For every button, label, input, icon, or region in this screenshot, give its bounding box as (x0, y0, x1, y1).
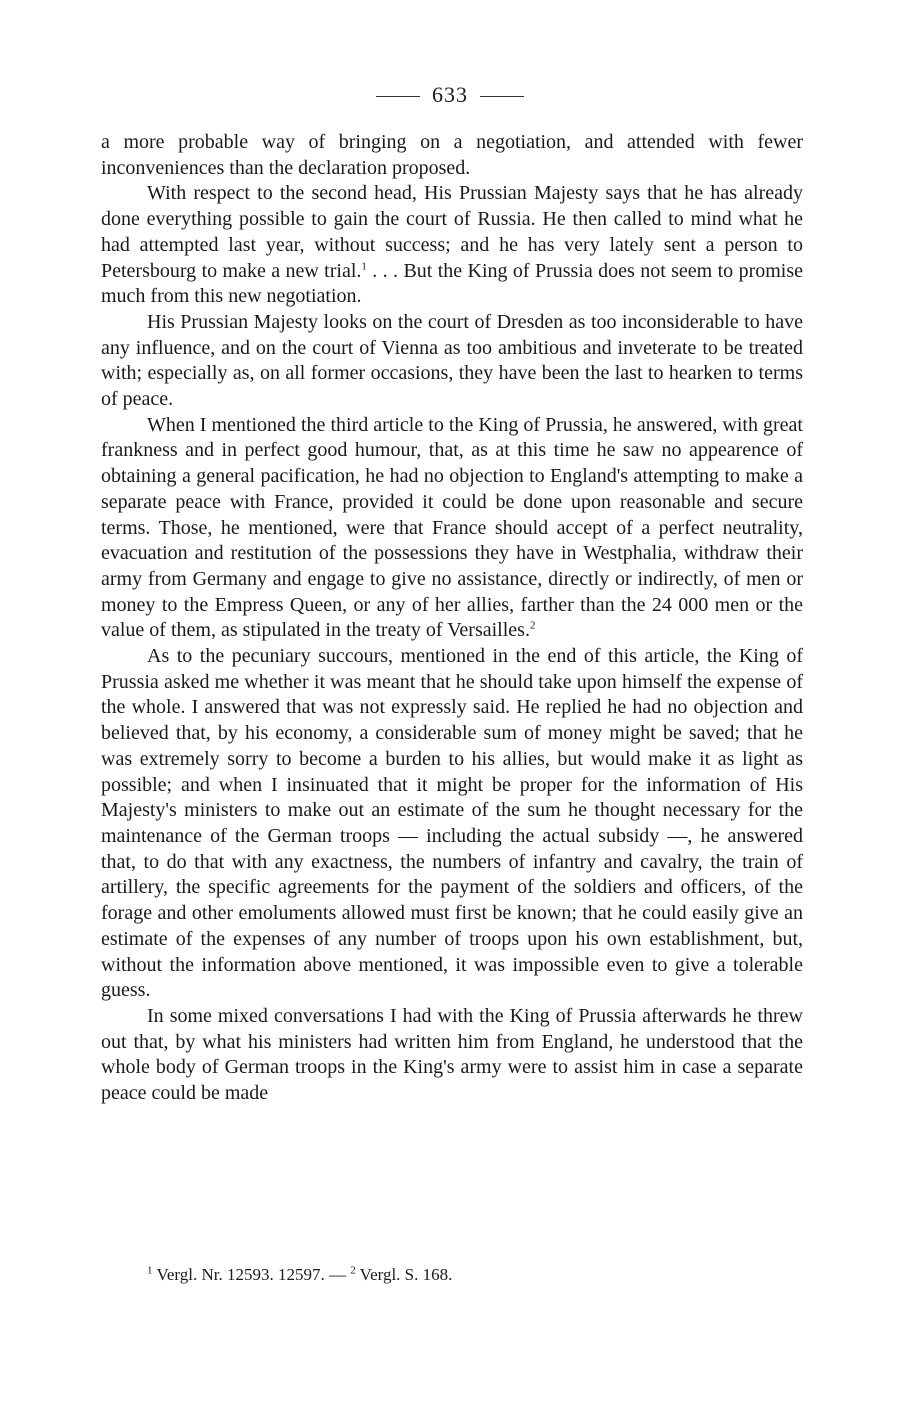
footnote-marker-2: 2 (350, 1264, 356, 1277)
paragraph-6: In some mixed conversations I had with the King of Prussia afterwards he threw out that, by what his ministers had written him from England, he understood that the whole body of German troops in the King's army were to assist him in case a separate peace could be made (101, 1004, 803, 1105)
header-rule-left (376, 96, 420, 97)
paragraph-3: His Prussian Majesty looks on the court of Dresden as too inconsiderable to have any influence, and on the court of Vienna as too ambitious and inveterate to be treated with; especially as, on all former occasions, they have been the last to hearken to terms of peace. (101, 310, 803, 411)
paragraph-2-continuation: . . . But the King of Prussia does not seem to promise much from this new negotiation. (101, 259, 803, 308)
paragraph-2 (101, 181, 803, 310)
footnote-marker-1: 1 (147, 1264, 153, 1277)
paragraph-2-text: With respect to the second head, His Prussian Majesty says that he has already done everything possible to gain the court of Russia. He then called to mind what he had attempted last year, without success; and he has very lately sent a person to Petersbourg to make a new trial. (101, 182, 803, 282)
header-rule-right (480, 96, 524, 97)
footnote-ref-2: 2 (529, 619, 536, 632)
footnote-2: Vergl. S. 168. (359, 1265, 453, 1284)
footnote-ref-1: 1 (361, 259, 367, 272)
footnote-1: Vergl. Nr. 12593. 12597. — (156, 1265, 346, 1284)
body-text (101, 130, 803, 1107)
paragraph-4 (101, 413, 803, 644)
paragraph-5: As to the pecuniary succours, mentioned in the end of this article, the King of Prussia asked me whether it was meant that he should take upon himself the expense of the whole. I answered that was not expressly said. He replied he had no objection and believed that, by his economy, a considerable sum of money might be saved; that he was extremely sorry to become a burden to his allies, but would make it as light as possible; and when I insinuated that it might be proper for the information of His Majesty's ministers to make out an estimate of the sum he thought necessary for the maintenance of the German troops — including the actual subsidy —, he answered that, to do that with any exactness, the numbers of infantry and cavalry, the train of artillery, the specific agreements for the payment of the soldiers and officers, of the forage and other emoluments allowed must first be known; that he could easily give an estimate of the expenses of any number of troops upon his own establishment, but, without the information above mentioned, it was impossible even to give a tolerable guess. (101, 645, 803, 1002)
paragraph-1: a more probable way of bringing on a negotiation, and attended with fewer inconveniences than the declaration proposed. (101, 131, 803, 179)
paragraph-4-text: When I mentioned the third article to the King of Prussia, he answered, with great frankness and in perfect good humour, that, as at this time he saw no appearence of obtaining a general pacification, he had no objection to England's attempting to make a separate peace with France, provided it could be done upon reasonable and secure terms. Those, he mentioned, were that France should accept of a perfect neutrality, evacuation and restitution of the possessions they have in Westphalia, withdraw their army from Germany and engage to give no assistance, directly or indirectly, of men or money to the Empress Queen, or any of her allies, farther than the 24 000 men or the value of them, as stipulated in the treaty of Versailles. (101, 413, 803, 642)
page-number: 633 (432, 82, 468, 107)
footnotes (147, 1264, 803, 1286)
page-header (0, 82, 900, 108)
